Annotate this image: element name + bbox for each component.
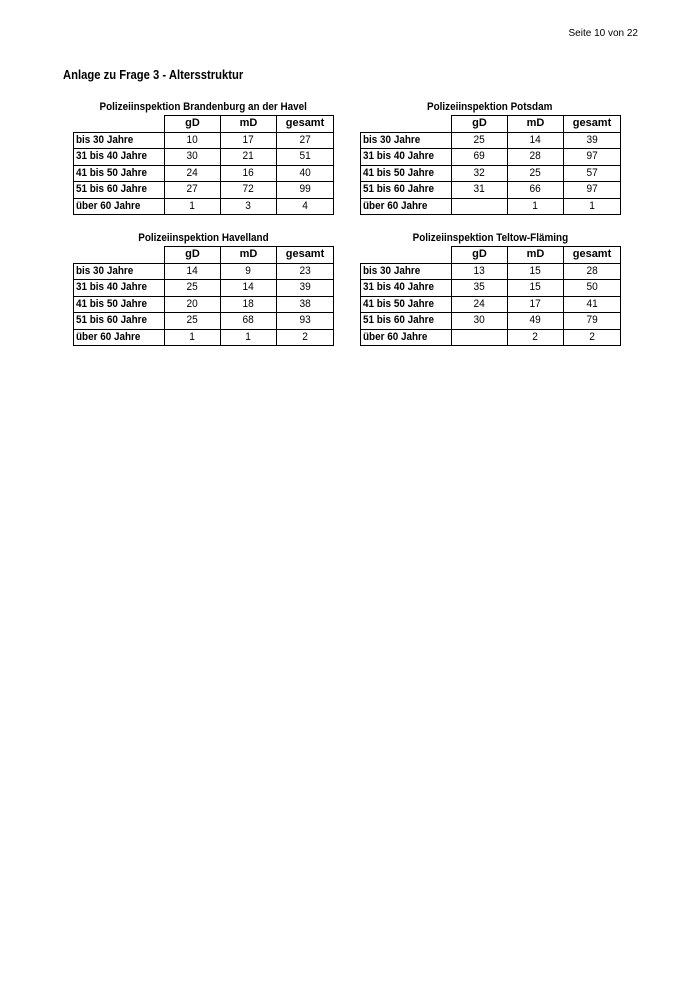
- table-row: [74, 149, 334, 166]
- gd-value: 35: [473, 281, 486, 294]
- column-header-gesamt: gesamt: [277, 116, 334, 133]
- total-value: 51: [299, 150, 311, 163]
- gd-value: 20: [186, 297, 199, 310]
- md-cell: [508, 296, 564, 313]
- gd-cell: [165, 198, 221, 215]
- md-value: 28: [529, 150, 542, 163]
- total-value: 40: [299, 166, 311, 179]
- total-value: 50: [586, 281, 598, 294]
- row-label: 31 bis 40 Jahre: [363, 281, 435, 294]
- md-cell: [508, 149, 564, 166]
- md-cell: [508, 198, 564, 215]
- row-label: 41 bis 50 Jahre: [363, 297, 435, 310]
- gd-value: 25: [473, 133, 486, 146]
- table-row: [361, 296, 621, 313]
- md-cell: [508, 182, 564, 199]
- column-header-gd: gD: [452, 116, 508, 133]
- gd-cell: [452, 149, 508, 166]
- md-value: 25: [529, 166, 542, 179]
- row-label: 31 bis 40 Jahre: [76, 150, 148, 163]
- row-label-cell: [74, 329, 165, 346]
- table-row: [361, 182, 621, 199]
- total-cell: [564, 182, 621, 199]
- age-table: [73, 246, 334, 346]
- table-row: [361, 263, 621, 280]
- md-cell: [221, 313, 277, 330]
- gd-cell: [452, 329, 508, 346]
- table-row: [361, 132, 621, 149]
- row-label: 41 bis 50 Jahre: [76, 297, 148, 310]
- total-cell: [277, 329, 334, 346]
- table-row: [74, 296, 334, 313]
- page-number: Seite 10 von 22: [568, 28, 638, 39]
- row-label-cell: [74, 296, 165, 313]
- md-cell: [508, 280, 564, 297]
- gd-value: 1: [189, 199, 196, 212]
- gd-cell: [452, 280, 508, 297]
- md-cell: [221, 198, 277, 215]
- table-title: [73, 99, 333, 115]
- md-value: 66: [529, 183, 542, 196]
- md-value: 18: [242, 297, 255, 310]
- total-value: 23: [299, 264, 311, 277]
- row-label: über 60 Jahre: [76, 199, 141, 212]
- gd-value: 69: [473, 150, 486, 163]
- table-row: [361, 165, 621, 182]
- total-cell: [564, 165, 621, 182]
- gd-cell: [165, 296, 221, 313]
- column-header-gd: gD: [165, 247, 221, 264]
- gd-cell: [452, 313, 508, 330]
- row-label: über 60 Jahre: [76, 330, 141, 343]
- gd-value: 30: [473, 314, 486, 327]
- row-label-cell: [74, 280, 165, 297]
- total-value: 93: [299, 314, 311, 327]
- gd-value: 24: [473, 297, 486, 310]
- table-title-text: Polizeiinspektion Potsdam: [427, 101, 553, 113]
- total-value: 2: [302, 330, 308, 343]
- page-heading: Anlage zu Frage 3 - Altersstruktur: [63, 68, 244, 82]
- total-cell: [277, 263, 334, 280]
- total-cell: [277, 280, 334, 297]
- table-row: [74, 198, 334, 215]
- md-value: 21: [242, 150, 255, 163]
- gd-value: 27: [186, 183, 199, 196]
- row-label: 31 bis 40 Jahre: [76, 281, 148, 294]
- md-value: 3: [245, 199, 252, 212]
- column-header-gd: gD: [165, 116, 221, 133]
- table-row: [74, 263, 334, 280]
- row-label-cell: [74, 132, 165, 149]
- gd-cell: [165, 329, 221, 346]
- row-label-cell: [361, 313, 452, 330]
- header-corner-cell: [74, 247, 165, 264]
- total-value: 4: [302, 199, 308, 212]
- md-cell: [221, 280, 277, 297]
- row-label-cell: [74, 198, 165, 215]
- table-block-brandenburg: [73, 99, 333, 215]
- gd-value: 31: [473, 183, 486, 196]
- row-label-cell: [74, 313, 165, 330]
- column-header-gesamt: gesamt: [277, 247, 334, 264]
- table-header-row: [74, 247, 334, 264]
- table-block-teltow-flaeming: [360, 230, 620, 346]
- gd-value: 25: [186, 281, 199, 294]
- table-row: [74, 165, 334, 182]
- row-label-cell: [361, 280, 452, 297]
- row-label-cell: [361, 329, 452, 346]
- md-cell: [508, 132, 564, 149]
- row-label: 41 bis 50 Jahre: [363, 166, 435, 179]
- gd-value: 24: [186, 166, 199, 179]
- gd-value: 1: [189, 330, 196, 343]
- column-header-gd: gD: [452, 247, 508, 264]
- row-label: 51 bis 60 Jahre: [363, 183, 435, 196]
- table-row: [74, 132, 334, 149]
- table-row: [361, 149, 621, 166]
- row-label-cell: [361, 263, 452, 280]
- gd-cell: [452, 182, 508, 199]
- row-label: 41 bis 50 Jahre: [76, 166, 148, 179]
- gd-cell: [452, 263, 508, 280]
- column-header-md: mD: [221, 247, 277, 264]
- row-label-cell: [74, 149, 165, 166]
- row-label-cell: [74, 182, 165, 199]
- total-value: 28: [586, 264, 598, 277]
- total-cell: [564, 313, 621, 330]
- row-label-cell: [74, 263, 165, 280]
- table-block-havelland: [73, 230, 333, 346]
- gd-cell: [165, 313, 221, 330]
- gd-cell: [165, 182, 221, 199]
- md-value: 9: [245, 264, 252, 277]
- age-table: [73, 115, 334, 215]
- md-value: 68: [242, 314, 255, 327]
- row-label-cell: [361, 198, 452, 215]
- row-label: bis 30 Jahre: [363, 133, 421, 146]
- total-cell: [564, 263, 621, 280]
- total-cell: [564, 198, 621, 215]
- table-title-text: Polizeiinspektion Brandenburg an der Havel: [99, 101, 307, 113]
- row-label: 51 bis 60 Jahre: [76, 314, 148, 327]
- gd-cell: [452, 198, 508, 215]
- md-cell: [221, 182, 277, 199]
- table-title-text: Polizeiinspektion Teltow-Fläming: [412, 232, 568, 244]
- total-cell: [564, 296, 621, 313]
- total-cell: [564, 149, 621, 166]
- gd-value: 10: [186, 133, 199, 146]
- row-label-cell: [361, 132, 452, 149]
- total-cell: [564, 280, 621, 297]
- md-value: 16: [242, 166, 255, 179]
- table-title: [360, 99, 620, 115]
- row-label: 31 bis 40 Jahre: [363, 150, 435, 163]
- row-label-cell: [361, 165, 452, 182]
- row-label: bis 30 Jahre: [363, 264, 421, 277]
- table-row: [361, 280, 621, 297]
- total-cell: [277, 198, 334, 215]
- total-value: 27: [299, 133, 311, 146]
- gd-cell: [165, 263, 221, 280]
- table-row: [74, 313, 334, 330]
- table-row: [74, 329, 334, 346]
- md-value: 15: [529, 264, 542, 277]
- gd-value: 25: [186, 314, 199, 327]
- column-header-gesamt: gesamt: [564, 247, 621, 264]
- total-cell: [277, 149, 334, 166]
- column-header-md: mD: [508, 247, 564, 264]
- md-value: 14: [529, 133, 542, 146]
- md-cell: [221, 329, 277, 346]
- md-cell: [508, 263, 564, 280]
- total-value: 97: [586, 150, 598, 163]
- total-value: 41: [586, 297, 598, 310]
- gd-value: 32: [473, 166, 486, 179]
- total-value: 39: [586, 133, 598, 146]
- md-cell: [221, 149, 277, 166]
- row-label: bis 30 Jahre: [76, 133, 134, 146]
- gd-cell: [452, 296, 508, 313]
- row-label: 51 bis 60 Jahre: [363, 314, 435, 327]
- gd-cell: [165, 165, 221, 182]
- md-cell: [508, 313, 564, 330]
- total-cell: [277, 296, 334, 313]
- md-cell: [508, 165, 564, 182]
- md-value: 17: [242, 133, 255, 146]
- md-value: 2: [532, 330, 539, 343]
- total-value: 39: [299, 281, 311, 294]
- md-value: 14: [242, 281, 255, 294]
- table-title-text: Polizeiinspektion Havelland: [137, 232, 269, 244]
- md-cell: [221, 263, 277, 280]
- table-header-row: [361, 116, 621, 133]
- table-title: [73, 230, 333, 246]
- gd-value: 30: [186, 150, 199, 163]
- age-table: [360, 115, 621, 215]
- gd-value: 14: [186, 264, 199, 277]
- header-corner-cell: [74, 116, 165, 133]
- row-label-cell: [361, 182, 452, 199]
- total-cell: [277, 132, 334, 149]
- table-row: [361, 329, 621, 346]
- row-label: 51 bis 60 Jahre: [76, 183, 148, 196]
- row-label-cell: [361, 296, 452, 313]
- total-cell: [277, 165, 334, 182]
- header-corner-cell: [361, 116, 452, 133]
- total-cell: [564, 132, 621, 149]
- total-value: 2: [589, 330, 595, 343]
- column-header-md: mD: [221, 116, 277, 133]
- header-corner-cell: [361, 247, 452, 264]
- table-row: [74, 182, 334, 199]
- table-row: [74, 280, 334, 297]
- row-label: bis 30 Jahre: [76, 264, 134, 277]
- md-value: 72: [242, 183, 255, 196]
- table-row: [361, 313, 621, 330]
- total-cell: [564, 329, 621, 346]
- md-value: 49: [529, 314, 542, 327]
- total-value: 38: [299, 297, 311, 310]
- age-table: [360, 246, 621, 346]
- md-value: 1: [245, 330, 252, 343]
- gd-cell: [452, 132, 508, 149]
- md-value: 15: [529, 281, 542, 294]
- column-header-gesamt: gesamt: [564, 116, 621, 133]
- md-value: 1: [532, 199, 539, 212]
- total-cell: [277, 182, 334, 199]
- row-label: über 60 Jahre: [363, 330, 428, 343]
- total-value: 57: [586, 166, 598, 179]
- total-value: 79: [586, 314, 598, 327]
- gd-cell: [165, 280, 221, 297]
- row-label-cell: [361, 149, 452, 166]
- table-header-row: [74, 116, 334, 133]
- table-title: [360, 230, 620, 246]
- column-header-md: mD: [508, 116, 564, 133]
- gd-cell: [165, 149, 221, 166]
- md-cell: [221, 296, 277, 313]
- gd-value: 13: [473, 264, 486, 277]
- md-cell: [508, 329, 564, 346]
- row-label: über 60 Jahre: [363, 199, 428, 212]
- md-value: 17: [529, 297, 542, 310]
- total-value: 1: [589, 199, 595, 212]
- md-cell: [221, 132, 277, 149]
- total-cell: [277, 313, 334, 330]
- md-cell: [221, 165, 277, 182]
- table-row: [361, 198, 621, 215]
- table-header-row: [361, 247, 621, 264]
- table-block-potsdam: [360, 99, 620, 215]
- row-label-cell: [74, 165, 165, 182]
- gd-cell: [452, 165, 508, 182]
- total-value: 97: [586, 183, 598, 196]
- gd-cell: [165, 132, 221, 149]
- total-value: 99: [299, 183, 311, 196]
